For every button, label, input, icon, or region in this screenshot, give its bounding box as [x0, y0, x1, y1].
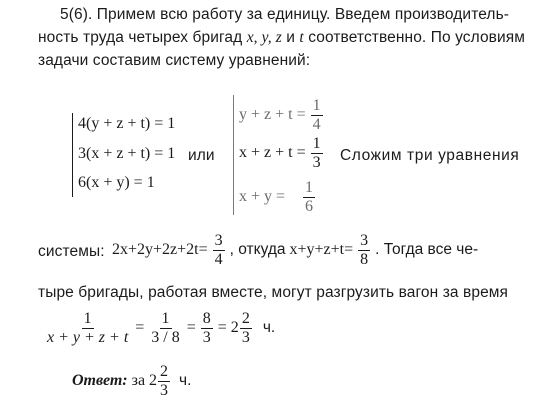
- paragraph-line-2-c: соответственно. По условиям: [303, 29, 526, 46]
- sum-line-tail: . Тогда все че-: [375, 241, 479, 259]
- paragraph-line-2-b: и: [281, 29, 300, 46]
- answer-unit: ч.: [179, 372, 192, 390]
- time-eq-1: =: [135, 319, 145, 337]
- answer-pre: за 2: [131, 372, 158, 390]
- system-1-row-2: 3(x + z + t) = 1: [78, 145, 176, 162]
- paragraph-line-3-text: задачи составим систему уравнений:: [38, 52, 311, 69]
- sum-line-fraction-1: [213, 233, 225, 268]
- time-eq-3: = 2: [217, 319, 239, 337]
- sum-line-expr-2: x+y+z+t=: [289, 241, 354, 259]
- time-fraction-2: [149, 311, 181, 346]
- system-2-row-1-fraction: [311, 98, 323, 133]
- paragraph-line-1: [60, 6, 509, 24]
- paragraph-line-1-text: Примем всю работу за единицу. Введем производитель-: [96, 6, 510, 23]
- sum-line-fraction-2: [358, 233, 370, 268]
- time-eq-2: =: [186, 319, 196, 337]
- sum-instruction: Сложим три уравнения: [340, 147, 520, 164]
- paragraph-line-2-vars: x, y, z: [246, 29, 282, 46]
- answer-label: Ответ:: [72, 372, 128, 390]
- time-num-1: 1: [83, 310, 92, 327]
- or-word: или: [188, 147, 215, 164]
- sum-line-num-1: 3: [214, 232, 223, 249]
- system-2-row-3-lhs: x + y =: [239, 188, 286, 206]
- sum-line-num-2: 3: [360, 232, 369, 249]
- time-unit: ч.: [262, 319, 276, 337]
- paragraph-line-2: [38, 29, 525, 47]
- problem-number: 5(6).: [60, 6, 93, 23]
- paragraph-line-5: тыре бригады, работая вместе, могут разгрузить вагон за время: [38, 284, 509, 301]
- time-num-3: 8: [202, 310, 211, 327]
- sum-line-expr: 2x+2y+2z+2t=: [112, 241, 208, 259]
- system-1-row-3: 6(x + y) = 1: [78, 174, 155, 191]
- time-den-1: x + y + z + t: [47, 329, 129, 346]
- sum-line-word: системы:: [38, 243, 105, 260]
- answer: [72, 364, 191, 399]
- sum-line-mid: , откуда: [229, 241, 286, 259]
- sum-line: [112, 233, 478, 268]
- time-num-2: 1: [161, 310, 170, 327]
- sum-line-den-1: 4: [214, 251, 223, 268]
- time-den-4: 3: [241, 329, 250, 346]
- system-2-row-3: [239, 180, 316, 215]
- answer-fraction: [158, 364, 170, 399]
- system-2-row-1-lhs: y + z + t =: [239, 106, 306, 124]
- system-2-row-3-fraction: [303, 180, 315, 215]
- paragraph-line-2-a: ность труда четырех бригад: [38, 29, 247, 46]
- system-2-row-2-den: 3: [312, 154, 321, 171]
- system-2-row-3-den: 6: [305, 198, 314, 215]
- system-2-row-3-num: 1: [305, 179, 314, 196]
- system-2-row-1: [239, 98, 324, 133]
- system-2-row-2: [239, 136, 324, 171]
- system-2-row-2-lhs: x + z + t =: [239, 144, 306, 162]
- system-1-brace: [72, 113, 73, 197]
- time-den-3: 3: [202, 329, 211, 346]
- time-fraction-3: [201, 311, 213, 346]
- system-2-row-1-num: 1: [312, 97, 321, 114]
- paragraph-line-2-t: t: [299, 29, 304, 46]
- answer-den: 3: [160, 382, 169, 399]
- system-1-row-1: 4(y + z + t) = 1: [78, 115, 176, 132]
- time-fraction-1: [45, 311, 130, 346]
- system-2-brace: [233, 95, 234, 215]
- system-2-row-2-num: 1: [312, 135, 321, 152]
- sum-line-den-2: 8: [360, 251, 369, 268]
- time-calculation: [44, 311, 275, 346]
- system-2-row-1-den: 4: [312, 116, 321, 133]
- system-2-row-2-fraction: [311, 136, 323, 171]
- time-num-4: 2: [241, 310, 250, 327]
- answer-num: 2: [160, 363, 169, 380]
- time-fraction-4: [240, 311, 252, 346]
- paragraph-line-3: [38, 52, 310, 70]
- time-den-2: 3 / 8: [151, 329, 180, 346]
